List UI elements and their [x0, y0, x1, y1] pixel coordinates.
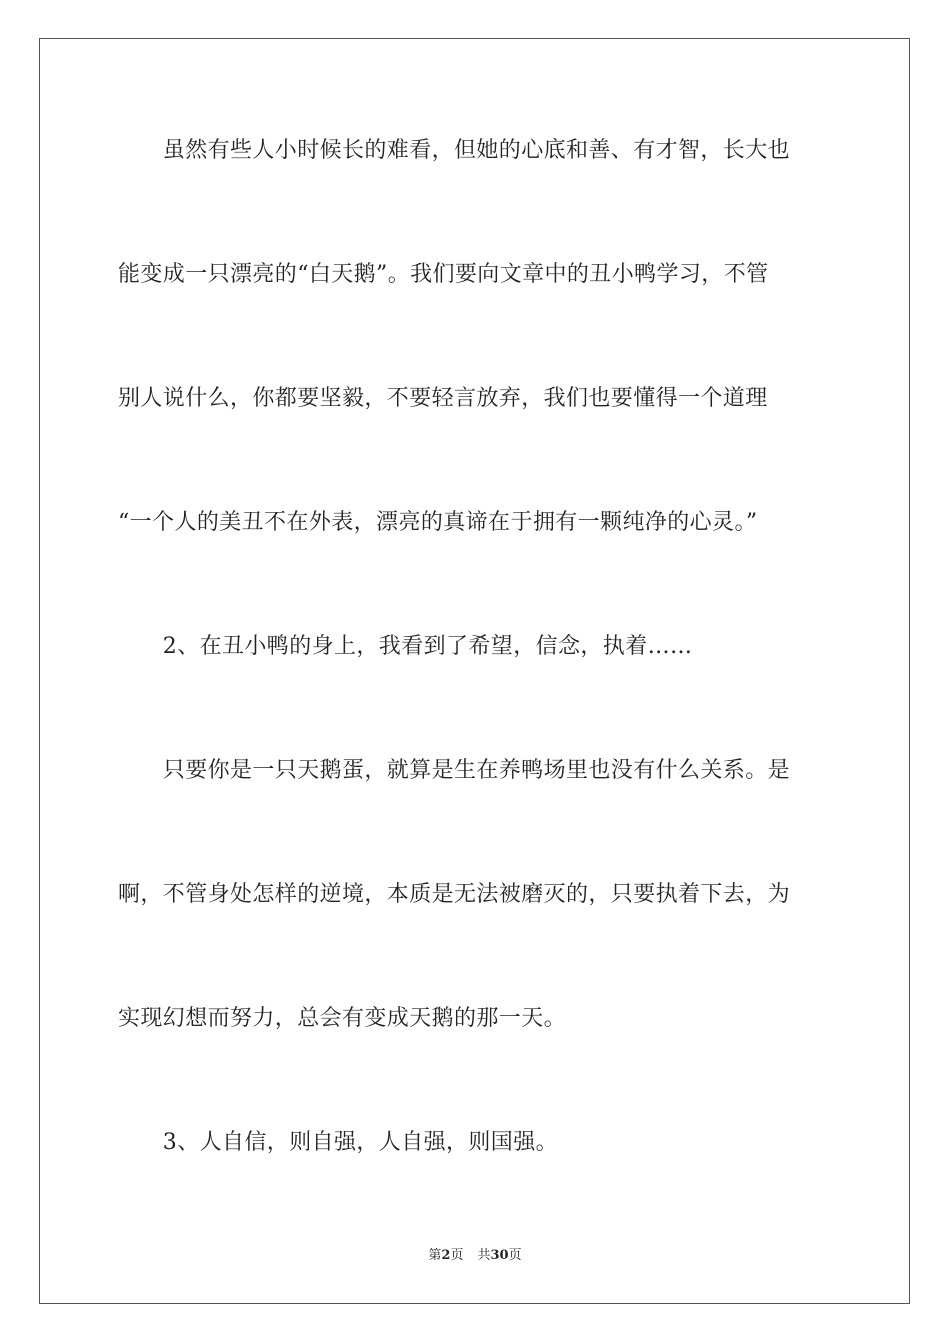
page-suffix: 页	[450, 1248, 464, 1263]
text-line-6: 只要你是一只天鹅蛋，就算是生在养鸭场里也没有什么关系。是	[118, 758, 791, 783]
page-footer	[0, 1247, 950, 1265]
text-line-1: 虽然有些人小时候长的难看，但她的心底和善、有才智，长大也	[118, 138, 791, 163]
text-line-5: 2、在丑小鸭的身上，我看到了希望，信念，执着……	[118, 634, 693, 659]
total-suffix: 页	[508, 1248, 522, 1263]
text-line-4: “一个人的美丑不在外表，漂亮的真谛在于拥有一颗纯净的心灵。”	[118, 510, 758, 535]
page-border	[39, 38, 910, 1304]
text-line-8: 实现幻想而努力，总会有变成天鹅的那一天。	[118, 1006, 567, 1031]
text-line-2: 能变成一只漂亮的“白天鹅”。我们要向文章中的丑小鸭学习，不管	[118, 262, 769, 287]
text-line-9: 3、人自信，则自强，人自强，则国强。	[118, 1130, 558, 1155]
page-number: 2	[441, 1248, 451, 1263]
total-pages: 30	[490, 1248, 509, 1263]
page-prefix: 第	[428, 1248, 442, 1263]
text-line-3: 别人说什么，你都要坚毅，不要轻言放弃，我们也要懂得一个道理	[118, 386, 768, 411]
text-line-7: 啊，不管身处怎样的逆境，本质是无法被磨灭的，只要执着下去，为	[118, 882, 791, 907]
total-prefix: 共	[477, 1248, 491, 1263]
